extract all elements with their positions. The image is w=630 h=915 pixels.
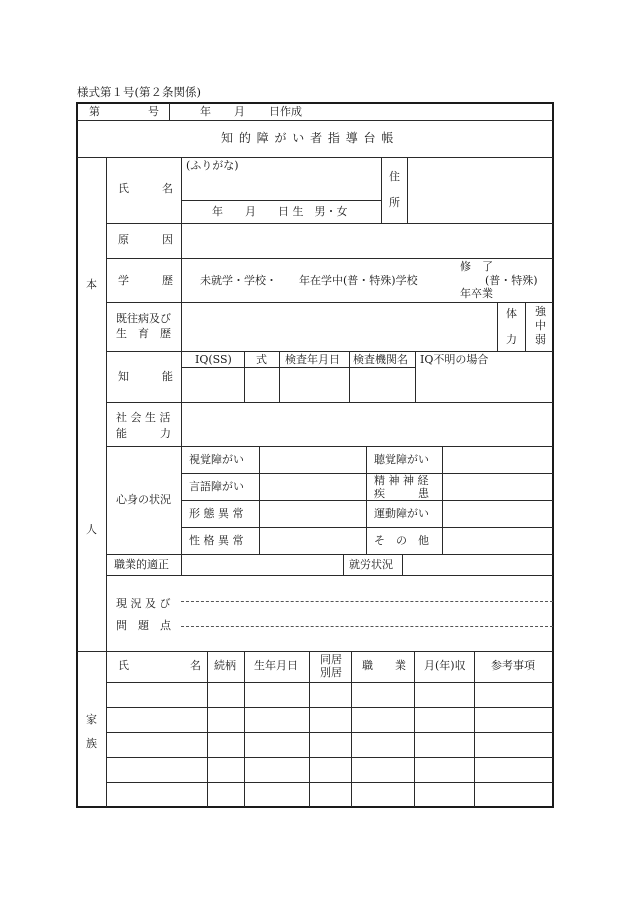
rule [106,782,553,783]
label-employment: 就労状況 [349,558,393,571]
rule [181,367,416,368]
label-shimei-2: 名 [162,182,173,195]
label-visual: 視覚障がい [189,453,244,466]
rule [106,351,553,352]
strength-strong: 強 [535,305,546,318]
header-go: 号 [148,105,159,118]
dashed-rule [181,601,553,602]
label-jusho-1: 住 [389,170,400,183]
education-graduated: 年卒業 [460,287,493,300]
label-tairyoku-1: 体 [506,307,517,320]
rule [106,446,553,447]
education-school-type: (普・特殊) [485,274,538,287]
rule [343,554,344,575]
label-genin-2: 因 [162,233,173,246]
label-hearing: 聴覚障がい [374,453,429,466]
label-personality: 性 格 異 常 [189,534,244,547]
rule [442,446,443,554]
label-shimei-1: 氏 [118,182,129,195]
label-kiou-1: 既往病及び [116,312,171,325]
rule [244,651,245,807]
header-tsuki: 月 [234,105,245,118]
rule [106,757,553,758]
header-nen: 年 [200,105,211,118]
family-col-income: 月(年)収 [424,659,466,672]
rule [77,157,553,158]
rule [366,446,367,554]
strength-weak: 弱 [535,333,546,346]
rule [279,351,280,402]
rule [244,351,245,402]
section-honnin-1: 本 [86,278,97,291]
rule [474,651,475,807]
furigana-label: (ふりがな) [186,159,239,172]
label-speech: 言語障がい [189,480,244,493]
rule [169,103,170,120]
header-created-day: 日作成 [269,105,302,118]
col-iq: IQ(SS) [195,353,232,366]
family-col-mei: 名 [190,659,201,672]
family-col-notes: 参考事項 [491,659,535,672]
rule [181,500,553,501]
birth-sex-label: 年 月 日 生 男・女 [212,205,348,218]
label-genin-1: 原 [118,233,129,246]
rule [181,157,182,575]
rule [259,446,260,554]
rule [106,157,107,807]
page-title: 知 的 障 が い 者 指 導 台 帳 [221,131,395,145]
rule [497,302,498,351]
section-kazoku-1: 家 [86,713,97,726]
label-mental-2: 疾 患 [374,487,429,500]
family-col-cohabit-2: 別居 [320,666,342,679]
rule [181,473,553,474]
form-label: 様式第１号(第２条関係) [77,85,201,99]
education-completed: 修 了 [460,260,493,273]
label-gakureki-2: 歴 [162,274,173,287]
col-iq-unknown: IQ不明の場合 [420,353,489,366]
rule [106,258,553,259]
family-col-relation: 続柄 [214,659,236,672]
rule [106,575,553,576]
rule [207,651,208,807]
col-test-date: 検査年月日 [285,353,340,366]
col-formula: 式 [256,353,267,366]
label-tairyoku-2: 力 [506,333,517,346]
rule [525,302,526,351]
label-chinou-1: 知 [118,370,129,383]
rule [106,223,553,224]
label-shinshin: 心身の状況 [116,493,171,506]
rule [181,527,553,528]
label-genkyou-1: 現 況 及 び [116,597,171,610]
rule [106,732,553,733]
section-honnin-2: 人 [86,523,97,536]
dashed-rule [181,626,553,627]
label-kiou-2: 生 育 歴 [116,327,171,340]
section-kazoku-2: 族 [86,737,97,750]
rule [414,651,415,807]
rule [77,651,553,652]
rule [106,402,553,403]
label-motor: 運動障がい [374,507,429,520]
education-value: 未就学・学校・ 年在学中(普・特殊)学校 [200,274,418,287]
family-col-cohabit-1: 同居 [320,653,342,666]
rule [106,302,553,303]
label-other: そ の 他 [374,534,429,547]
rule [415,351,416,402]
rule [381,157,382,223]
family-col-birth: 生年月日 [254,659,298,672]
rule [181,200,381,201]
rule [309,651,310,807]
col-test-org: 検査機関名 [353,353,408,366]
rule [351,651,352,807]
rule [106,682,553,683]
label-aptitude: 職業的適正 [114,558,169,571]
strength-medium: 中 [535,319,546,332]
label-shakai-2: 能 力 [116,427,171,440]
family-col-occupation: 職 業 [362,659,406,672]
rule [77,120,553,121]
label-shakai-1: 社 会 生 活 [116,411,171,424]
rule [402,554,403,575]
label-genkyou-2: 問 題 点 [116,619,171,632]
rule [106,554,553,555]
label-mental-1: 精 神 神 経 [374,474,429,487]
rule [349,351,350,402]
family-col-shi: 氏 [118,659,129,672]
label-form: 形 態 異 常 [189,507,244,520]
label-gakureki-1: 学 [118,274,129,287]
header-dai: 第 [89,105,100,118]
rule [407,157,408,223]
label-chinou-2: 能 [162,370,173,383]
rule [106,707,553,708]
label-jusho-2: 所 [389,196,400,209]
